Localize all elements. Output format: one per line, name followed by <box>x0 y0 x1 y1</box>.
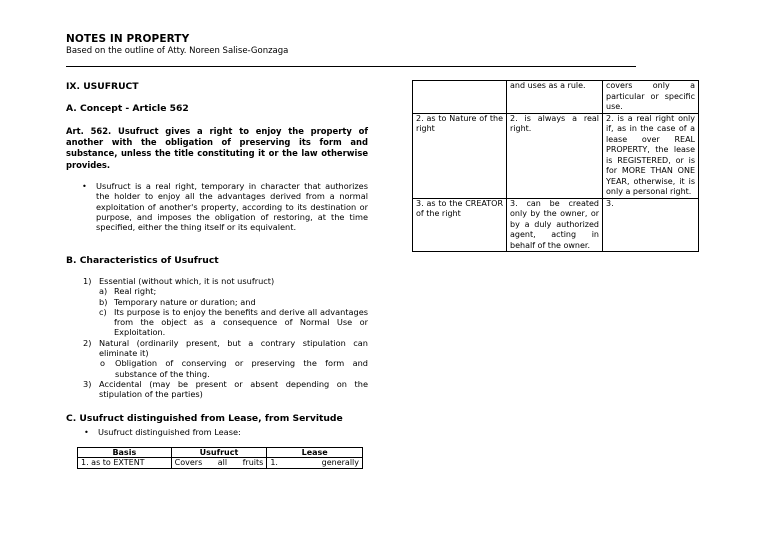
section-heading: IX. USUFRUCT <box>66 81 139 92</box>
article-text: Art. 562. Usufruct gives a right to enjoy the property of another with the obligation of preserving its form and substance, unless the title constituting it or the law otherwise provides. <box>66 126 368 170</box>
table-cell: 3. as to the CREATOR of the right <box>413 198 507 252</box>
char-text: Essential (without which, it is not usufruct) <box>99 276 275 286</box>
char-num: 1) <box>83 276 92 286</box>
char-sub-b <box>83 297 368 307</box>
concept-bullet-text: Usufruct is a real right, temporary in character that authorizes the holder to enjoy all the advantages derived from a normal exploitation of another's property, according to its destination or purpose, and imposes the obligation of restoring, at the time specified, either the thing itself or its equivalent. <box>96 181 368 233</box>
table-cell: 2. is always a real right. <box>507 113 603 198</box>
table-header-usufruct: Usufruct <box>171 448 267 458</box>
table-cell <box>413 81 507 114</box>
table-cell: 1. generally <box>267 458 363 468</box>
char-num: 3) <box>83 378 92 389</box>
char-sub-c <box>83 307 368 338</box>
table-row <box>413 113 699 198</box>
sub-mark: c) <box>99 306 107 317</box>
char-text: Natural (ordinarily present, but a contrary stipulation can eliminate it) <box>99 337 368 359</box>
char-sub-o <box>83 358 368 379</box>
distinction-bullet-list <box>84 427 368 437</box>
table-header-basis: Basis <box>78 448 172 458</box>
header-divider <box>66 66 636 67</box>
document-title: NOTES IN PROPERTY <box>66 33 190 45</box>
table-row <box>413 198 699 252</box>
sub-mark: o <box>100 358 106 369</box>
sub-text: Its purpose is to enjoy the benefits and derive all advantages from the object as a consequence of Normal Use or Exploitation. <box>114 306 368 338</box>
table-cell: 3. <box>603 198 699 252</box>
sub-mark: b) <box>99 296 108 307</box>
char-num: 2) <box>83 337 92 348</box>
table-row <box>78 458 363 468</box>
lease-table-header-row <box>78 448 363 458</box>
characteristics-list <box>83 276 368 400</box>
table-cell: 3. can be created only by the owner, or by a duly authorized agent, acting in behalf of the owner. <box>507 198 603 252</box>
table-cell: 1. as to EXTENT <box>78 458 172 468</box>
table-cell: covers only a particular or specific use. <box>603 81 699 114</box>
sub-text: Real right; <box>114 286 157 297</box>
table-cell: and uses as a rule. <box>507 81 603 114</box>
char-item-2 <box>83 338 368 379</box>
lease-table-start <box>77 447 363 469</box>
table-row <box>413 81 699 114</box>
table-cell: Covers all fruits <box>171 458 267 468</box>
char-text: Accidental (may be present or absent depending on the stipulation of the parties) <box>99 378 368 400</box>
table-header-lease: Lease <box>267 448 363 458</box>
char-sub-a <box>83 286 368 296</box>
distinction-bullet-text: Usufruct distinguished from Lease: <box>98 427 241 437</box>
char-item-3 <box>83 379 368 400</box>
distinction-bullet <box>84 427 368 437</box>
characteristics-heading: B. Characteristics of Usufruct <box>66 255 219 266</box>
concept-bullet-list <box>82 181 368 232</box>
lease-table-continued <box>412 80 699 252</box>
concept-bullet <box>82 181 368 232</box>
sub-text: Obligation of conserving or preserving the form and substance of the thing. <box>115 358 368 379</box>
table-cell: 2. as to Nature of the right <box>413 113 507 198</box>
char-item-1 <box>83 276 368 338</box>
sub-text: Temporary nature or duration; and <box>114 296 256 307</box>
document-subtitle: Based on the outline of Atty. Noreen Salise-Gonzaga <box>66 46 289 56</box>
distinction-heading: C. Usufruct distinguished from Lease, from Servitude <box>66 413 343 424</box>
table-cell: 2. is a real right only if, as in the case of a lease over REAL PROPERTY, the lease is REGISTERED, or is for MORE THAN ONE YEAR, otherwise, it is only a personal right. <box>603 113 699 198</box>
sub-mark: a) <box>99 286 108 297</box>
concept-heading: A. Concept - Article 562 <box>66 103 189 114</box>
